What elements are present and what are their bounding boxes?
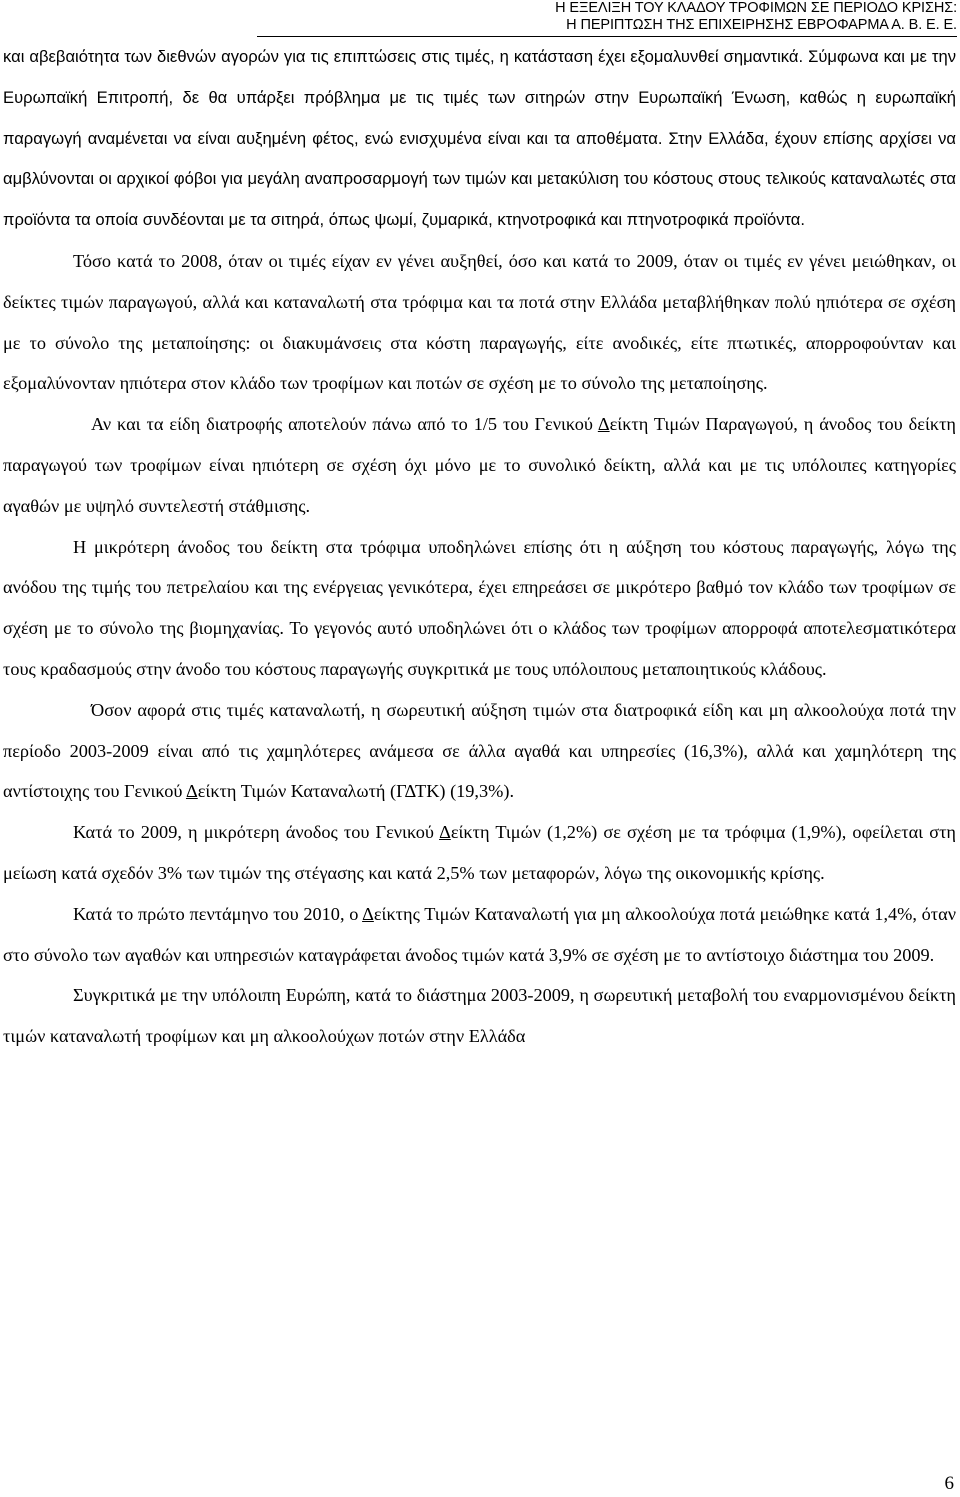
- paragraph-7-text-a: Κατά το πρώτο πεντάμηνο του 2010, ο: [73, 903, 363, 924]
- paragraph-3-underlined-letter: Δ: [597, 414, 610, 435]
- paragraph-6-text-b: είκτη Τιμών (1,2%) σε σχέση με τα τρόφιμα (1,9%), οφείλεται στη μείωση κατά σχεδόν 3% των τιμών της στέγασης και κατά 2,5% των μεταφορών, λόγω της οικονομικής κρίσης.: [3, 822, 956, 883]
- paragraph-6-underlined-letter: Δ: [439, 822, 451, 843]
- running-header: [257, 0, 957, 37]
- paragraph-5-text-a: Όσον αφορά στις τιμές καταναλωτή, η σωρευτική αύξηση τιμών στα διατροφικά είδη και μη αλκοολούχα ποτά την περίοδο 2003-2009 είναι από τις χαμηλότερες ανάμεσα σε άλλα αγαθά και υπηρεσίες (16,3%), αλλά και χαμηλότερη της αντίστοιχης του Γενικού: [3, 699, 956, 802]
- header-line-2: Η ΠΕΡΙΠΤΩΣΗ ΤΗΣ ΕΠΙΧΕΙΡΗΣΗΣ ΕΒΡΟΦΑΡΜΑ Α. Β. Ε. Ε.: [566, 17, 957, 33]
- paragraph-7-underlined-letter: Δ: [362, 903, 374, 924]
- paragraph-8: Συγκριτικά με την υπόλοιπη Ευρώπη, κατά το διάστημα 2003-2009, η σωρευτική μεταβολή του εναρμονισμένου δείκτη τιμών καταναλωτή τροφίμων και μη αλκοολούχων ποτών στην Ελλάδα: [3, 985, 956, 1047]
- paragraph-7-text-b: είκτης Τιμών Καταναλωτή για μη αλκοολούχα ποτά μειώθηκε κατά 1,4%, όταν στο σύνολο των αγαθών και υπηρεσιών καταγράφεται άνοδος τιμών κατά 3,9% σε σχέση με το αντίστοιχο διάστημα του 2009.: [3, 903, 956, 965]
- paragraph-1: και αβεβαιότητα των διεθνών αγορών για τις επιπτώσεις στις τιμές, η κατάσταση έχει εξομαλυνθεί σημαντικά. Σύμφωνα και με την Ευρωπαϊκή Επιτροπή, δε θα υπάρξει πρόβλημα με τις τιμές των σιτηρών στην Ευρωπαϊκή Ένωση, καθώς η ευρωπαϊκή παραγωγή αναμένεται να είναι αυξημένη φέτος, ενώ ενισχυμένα είναι και τα αποθέματα. Στην Ελλάδα, έχουν επίσης αρχίσει να αμβλύνονται οι αρχικοί φόβοι για μεγάλη αναπροσαρμογή των τιμών και μετακύλιση του κόστους στους τελικούς καταναλωτές στα προϊόντα τα οποία συνδέονται με τα σιτηρά, όπως ψωμί, ζυμαρικά, κτηνοτροφικά και πτηνοτροφικά προϊόντα.: [3, 47, 956, 230]
- document-body: [3, 37, 956, 1057]
- header-line-1: Η ΕΞΕΛΙΞΗ ΤΟΥ ΚΛΑΔΟΥ ΤΡΟΦΙΜΩΝ ΣΕ ΠΕΡΙΟΔΟ ΚΡΙΣΗΣ:: [555, 0, 957, 16]
- paragraph-3-text-a: Αν και τα είδη διατροφής αποτελούν πάνω από το 1/5 του Γενικού: [91, 414, 598, 435]
- paragraph-3: [3, 404, 956, 526]
- paragraph-6: [3, 812, 956, 894]
- paragraph-3-text-b: είκτη Τιμών Παραγωγού, η άνοδος του δείκτη παραγωγού των τροφίμων είναι ηπιότερη σε σχέση όχι μόνο με το συνολικό δείκτη, αλλά και με τις υπόλοιπες κατηγορίες αγαθών με υψηλό συντελεστή στάθμισης.: [3, 414, 956, 516]
- page-number: 6: [944, 1473, 954, 1494]
- paragraph-2: Τόσο κατά το 2008, όταν οι τιμές είχαν εν γένει αυξηθεί, όσο και κατά το 2009, όταν οι τιμές εν γένει μειώθηκαν, οι δείκτες τιμών παραγωγού, αλλά και καταναλωτή στα τρόφιμα και τα ποτά στην Ελλάδα μεταβλήθηκαν πολύ ηπιότερα σε σχέση με το σύνολο της μεταποίησης: οι διακυμάνσεις στα κόστη παραγωγής, είτε ανοδικές, είτε πτωτικές, απορροφούνταν και εξομαλύνονταν ηπιότερα στον κλάδο των τροφίμων και ποτών σε σχέση με το σύνολο της μεταποίησης.: [3, 250, 956, 394]
- paragraph-6-text-a: Κατά το 2009, η μικρότερη άνοδος του Γενικού: [73, 822, 440, 843]
- paragraph-4: Η μικρότερη άνοδος του δείκτη στα τρόφιμα υποδηλώνει επίσης ότι η αύξηση του κόστους παραγωγής, λόγω της ανόδου της τιμής του πετρελαίου και της ενέργειας γενικότερα, έχει επηρεάσει σε μικρότερο βαθμό τον κλάδο των τροφίμων σε σχέση με το σύνολο της βιομηχανίας. Το γεγονός αυτό υποδηλώνει ότι ο κλάδος των τροφίμων απορροφά αποτελεσματικότερα τους κραδασμούς στην άνοδο του κόστους παραγωγής συγκριτικά με τους υπόλοιπους μεταποιητικούς κλάδους.: [3, 536, 956, 679]
- paragraph-5: [3, 690, 956, 812]
- paragraph-5-underlined-letter: Δ: [185, 781, 198, 802]
- paragraph-5-text-b: είκτη Τιμών Καταναλωτή (ΓΔΤΚ) (19,3%).: [197, 781, 515, 802]
- paragraph-7: [3, 894, 956, 976]
